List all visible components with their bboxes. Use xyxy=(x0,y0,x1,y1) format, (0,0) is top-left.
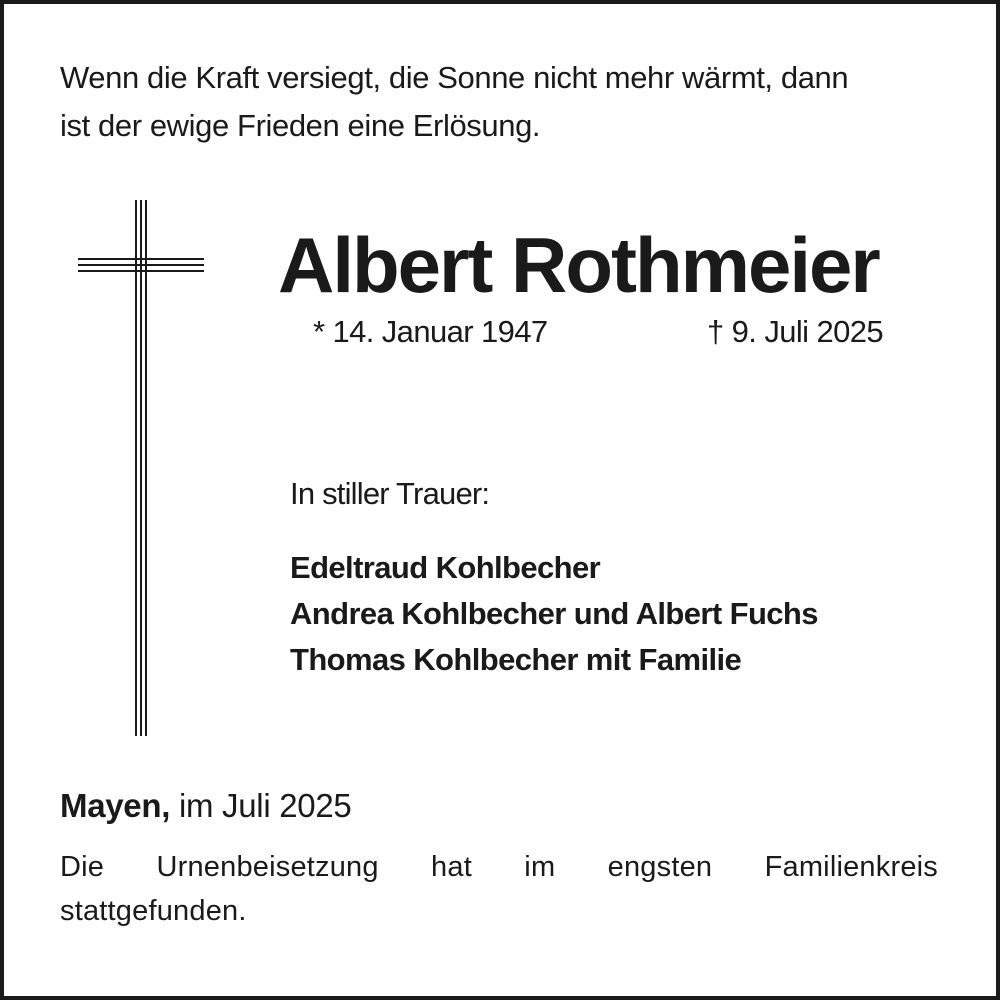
burial-note-line-2: stattgefunden. xyxy=(60,895,247,927)
cross-horizontal-line xyxy=(78,258,204,260)
death-date: † 9. Juli 2025 xyxy=(707,314,884,349)
burial-note xyxy=(60,845,938,933)
memorial-quote xyxy=(60,54,960,150)
mourner-name: Thomas Kohlbecher mit Familie xyxy=(290,642,742,677)
mourners-list xyxy=(290,545,818,683)
burial-note-line-1: Die Urnenbeisetzung hat im engsten Familienkreis xyxy=(60,851,938,883)
cross-vertical-line xyxy=(135,200,137,736)
mourner-name: Edeltraud Kohlbecher xyxy=(290,550,601,585)
notice-date: im Juli 2025 xyxy=(170,787,352,824)
mourner-name: Andrea Kohlbecher und Albert Fuchs xyxy=(290,596,818,631)
mourning-label: In stiller Trauer: xyxy=(290,476,490,511)
cross-horizontal-line xyxy=(78,264,204,266)
cross-vertical-line xyxy=(140,200,142,736)
place-name: Mayen, xyxy=(60,787,171,824)
quote-line-2: ist der ewige Frieden eine Erlösung. xyxy=(60,108,541,143)
quote-line-1: Wenn die Kraft versiegt, die Sonne nicht mehr wärmt, dann xyxy=(60,60,849,95)
christian-cross-icon xyxy=(78,200,204,736)
cross-vertical-line xyxy=(145,200,147,736)
cross-horizontal-line xyxy=(78,270,204,272)
birth-date: * 14. Januar 1947 xyxy=(313,314,548,349)
place-date-line xyxy=(60,784,351,828)
deceased-name: Albert Rothmeier xyxy=(278,221,879,309)
